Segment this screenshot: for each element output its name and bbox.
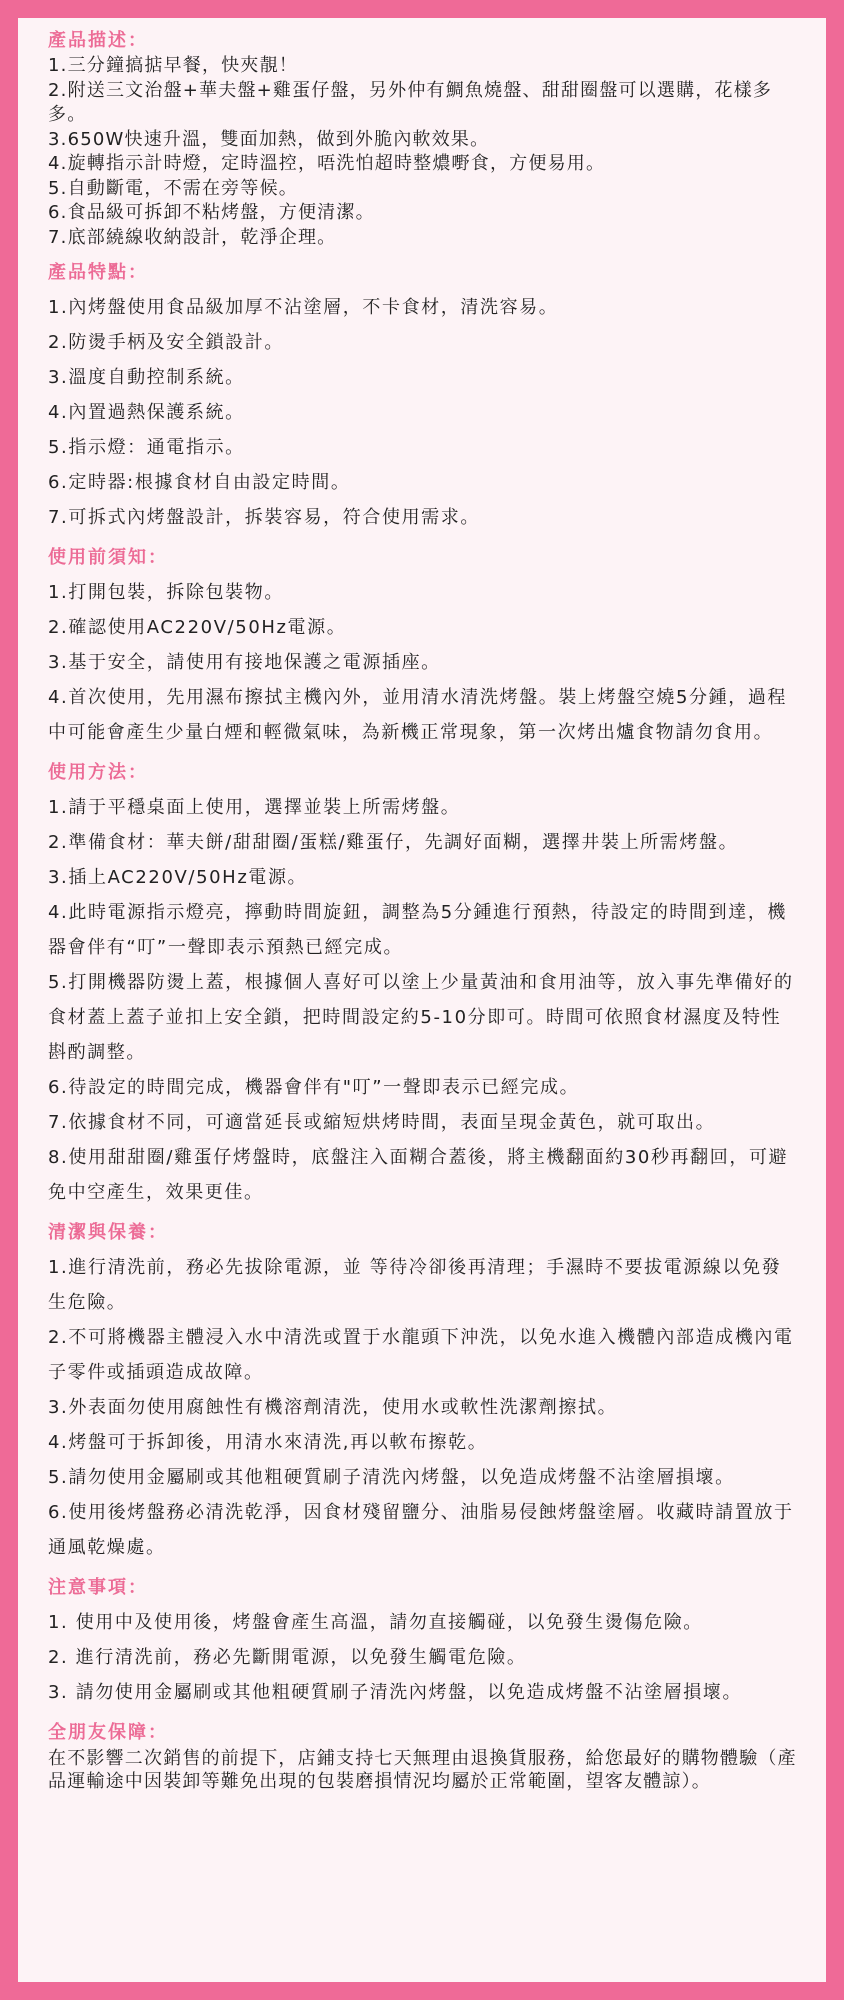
- guarantee-text: 在不影響二次銷售的前提下，店鋪支持七天無理由退換貨服務，給您最好的購物體驗（產品運輸途中因裝卸等難免出現的包裝磨損情況均屬於正常範圍，望客友體諒）。: [48, 1748, 797, 1792]
- feature-line: 4.內置過熱保護系統。: [48, 402, 245, 423]
- note-line: 3. 請勿使用金屬刷或其他粗硬質刷子清洗內烤盤，以免造成烤盤不沾塗層損壞。: [48, 1682, 743, 1703]
- usage-line: 7.依據食材不同，可適當延長或縮短烘烤時間，表面呈現金黃色，就可取出。: [48, 1112, 716, 1133]
- usage-line: 4.此時電源指示燈亮，擰動時間旋鈕，調整為5分鍾進行預熱，待設定的時間到達，機器會伴有“叮”一聲即表示預熱已經完成。: [48, 902, 788, 958]
- usage-list: [48, 790, 798, 1210]
- notes-heading: 注意事項：: [48, 1577, 148, 1598]
- section-guarantee: [48, 1718, 798, 1793]
- notes-list: [48, 1605, 798, 1710]
- section-cleaning: [48, 1218, 798, 1565]
- before-use-heading: 使用前須知：: [48, 547, 168, 568]
- guarantee-body: [48, 1748, 798, 1793]
- feature-line: 6.定時器:根據食材自由設定時間。: [48, 472, 351, 493]
- section-usage: [48, 758, 798, 1210]
- feature-line: 5.指示燈：通電指示。: [48, 437, 245, 458]
- description-line: 2.附送三文治盤+華夫盤+雞蛋仔盤，另外仲有鯛魚燒盤、甜甜圈盤可以選購，花樣多多。: [48, 79, 773, 125]
- usage-line: 3.插上AC220V/50Hz電源。: [48, 867, 308, 888]
- description-line: 6.食品級可拆卸不粘烤盤，方便清潔。: [48, 202, 375, 223]
- feature-line: 2.防燙手柄及安全鎖設計。: [48, 332, 284, 353]
- section-notes: [48, 1573, 798, 1710]
- cleaning-line: 2.不可將機器主體浸入水中清洗或置于水龍頭下沖洗，以免水進入機體內部造成機內電子零件或插頭造成故障。: [48, 1327, 794, 1383]
- feature-line: 1.內烤盤使用食品級加厚不沾塗層，不卡食材，清洗容易。: [48, 297, 559, 318]
- description-line: 1.三分鐘搞掂早餐，快夾靚！: [48, 55, 298, 76]
- usage-line: 5.打開機器防燙上蓋，根據個人喜好可以塗上少量黃油和食用油等，放入事先準備好的食材蓋上蓋子並扣上安全鎖，把時間設定約5-10分即可。時間可依照食材濕度及特性斟酌調整。: [48, 972, 794, 1063]
- description-heading: 產品描述：: [48, 30, 148, 51]
- usage-heading: 使用方法：: [48, 762, 148, 783]
- usage-line: 6.待設定的時間完成，機器會伴有"叮”一聲即表示已經完成。: [48, 1077, 580, 1098]
- cleaning-line: 6.使用後烤盤務必清洗乾淨，因食材殘留鹽分、油脂易侵蝕烤盤塗層。收藏時請置放于通風乾燥處。: [48, 1502, 794, 1558]
- usage-line: 2.準備食材：華夫餅/甜甜圈/蛋糕/雞蛋仔，先調好面糊，選擇井裝上所需烤盤。: [48, 832, 739, 853]
- guarantee-heading: 全朋友保障：: [48, 1722, 168, 1743]
- before-use-line: 4.首次使用，先用濕布擦拭主機內外，並用清水清洗烤盤。裝上烤盤空燒5分鍾，過程中可能會產生少量白煙和輕微氣味，為新機正常現象，第一次烤出爐食物請勿食用。: [48, 687, 788, 743]
- before-use-list: [48, 575, 798, 750]
- note-line: 1. 使用中及使用後，烤盤會產生高溫，請勿直接觸碰，以免發生燙傷危險。: [48, 1612, 703, 1633]
- feature-line: 3.溫度自動控制系統。: [48, 367, 245, 388]
- section-description: [48, 28, 798, 250]
- before-use-line: 1.打開包裝，拆除包裝物。: [48, 582, 284, 603]
- usage-line: 1.請于平穩桌面上使用，選擇並裝上所需烤盤。: [48, 797, 461, 818]
- usage-line: 8.使用甜甜圈/雞蛋仔烤盤時，底盤注入面糊合蓋後，將主機翻面約30秒再翻回，可避免中空產生，效果更佳。: [48, 1147, 789, 1203]
- section-features: [48, 258, 798, 535]
- features-heading: 產品特點：: [48, 262, 148, 283]
- features-list: [48, 290, 798, 535]
- description-line: 4.旋轉指示計時燈，定時溫控，唔洗怕超時整燶嘢食，方便易用。: [48, 153, 606, 174]
- description-line: 5.自動斷電，不需在旁等候。: [48, 177, 298, 199]
- description-line: 7.底部繞線收納設計，乾淨企理。: [48, 226, 337, 248]
- content-card: [18, 18, 826, 1982]
- cleaning-line: 4.烤盤可于拆卸後，用清水來清洗,再以軟布擦乾。: [48, 1432, 488, 1453]
- cleaning-line: 5.請勿使用金屬刷或其他粗硬質刷子清洗內烤盤，以免造成烤盤不沾塗層損壞。: [48, 1467, 735, 1488]
- before-use-line: 3.基于安全，請使用有接地保護之電源插座。: [48, 652, 441, 673]
- cleaning-heading: 清潔與保養：: [48, 1222, 168, 1243]
- section-before-use: [48, 543, 798, 750]
- description-list: [48, 54, 798, 250]
- cleaning-line: 3.外表面勿使用腐蝕性有機溶劑清洗，使用水或軟性洗潔劑擦拭。: [48, 1397, 618, 1418]
- note-line: 2. 進行清洗前，務必先斷開電源，以免發生觸電危險。: [48, 1647, 527, 1668]
- before-use-line: 2.確認使用AC220V/50Hz電源。: [48, 617, 347, 638]
- cleaning-list: [48, 1250, 798, 1565]
- description-line: 3.650W快速升溫，雙面加熱，做到外脆內軟效果。: [48, 128, 490, 150]
- cleaning-line: 1.進行清洗前，務必先拔除電源，並 等待冷卻後再清理；手濕時不要拔電源線以免發生危險。: [48, 1257, 782, 1313]
- feature-line: 7.可拆式內烤盤設計，拆裝容易，符合使用需求。: [48, 507, 480, 528]
